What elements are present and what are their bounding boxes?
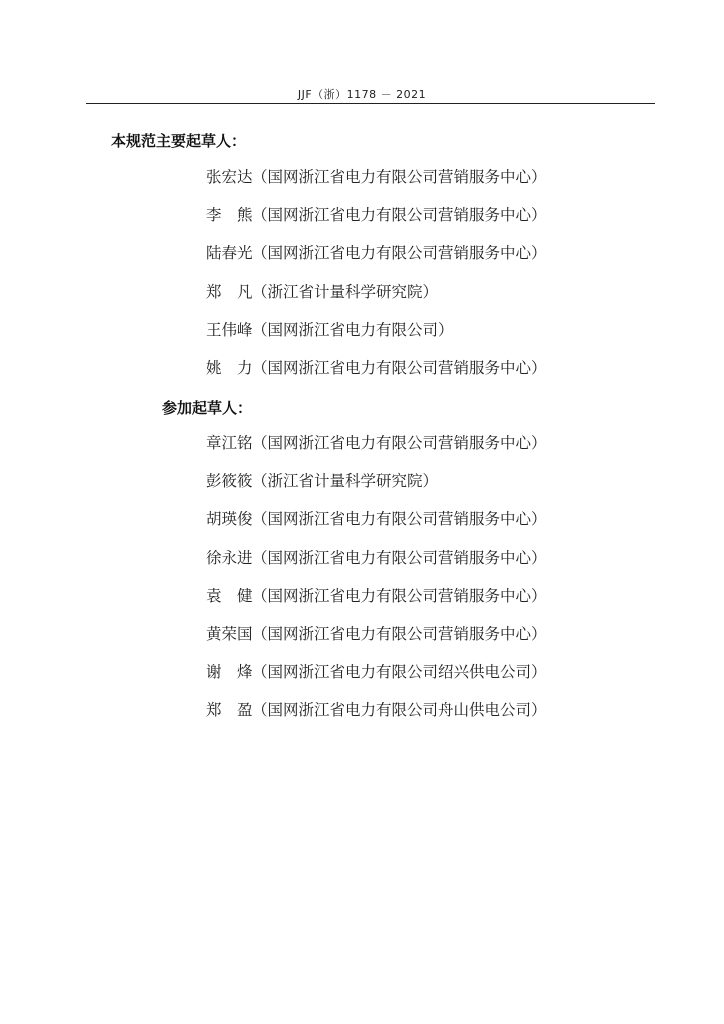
participant-name: 章江铭: [206, 434, 253, 452]
participant-entry: [206, 699, 676, 737]
drafter-name: 李 熊: [206, 206, 253, 225]
drafter-org: （国网浙江省电力有限公司营销服务中心）: [252, 206, 547, 225]
participant-org: （国网浙江省电力有限公司舟山供电公司）: [252, 701, 547, 720]
drafter-org: （国网浙江省电力有限公司营销服务中心）: [252, 168, 547, 186]
header-divider: [86, 103, 655, 104]
participant-entry: [206, 432, 676, 470]
drafter-entry: [206, 242, 676, 280]
drafter-name: 姚 力: [206, 358, 253, 377]
participant-entry: [206, 585, 676, 623]
document-header-code: JJF（浙）1178 － 2021: [297, 88, 427, 101]
participant-org: （国网浙江省电力有限公司营销服务中心）: [252, 624, 547, 643]
drafter-org: （国网浙江省电力有限公司营销服务中心）: [252, 358, 547, 377]
drafter-name: 陆春光: [206, 244, 253, 263]
participant-name: 谢 烽: [206, 663, 253, 682]
participant-name: 黄荣国: [206, 624, 253, 643]
drafter-entry: [206, 357, 676, 395]
drafter-org: （国网浙江省电力有限公司营销服务中心）: [252, 244, 547, 263]
participant-org: （国网浙江省电力有限公司营销服务中心）: [252, 510, 547, 529]
participant-org: （浙江省计量科学研究院）: [252, 472, 439, 491]
participant-name: 胡瑛俊: [206, 510, 253, 529]
drafter-name: 张宏达: [206, 168, 253, 186]
participant-org: （国网浙江省电力有限公司营销服务中心）: [252, 586, 547, 605]
participant-name: 袁 健: [206, 586, 253, 605]
drafter-name: 王伟峰: [206, 320, 253, 339]
drafter-org: （国网浙江省电力有限公司）: [252, 320, 454, 339]
participants-list: [206, 432, 676, 738]
participant-name: 彭筱筱: [206, 472, 253, 491]
participant-org: （国网浙江省电力有限公司营销服务中心）: [252, 434, 547, 452]
drafter-entry: [206, 166, 676, 204]
drafter-org: （浙江省计量科学研究院）: [252, 282, 439, 301]
participant-entry: [206, 470, 676, 508]
participants-title: 参加起草人：: [162, 399, 253, 417]
participant-entry: [206, 547, 676, 585]
main-drafters-title: 本规范主要起草人：: [111, 132, 247, 150]
participant-entry: [206, 508, 676, 546]
participant-entry: [206, 661, 676, 699]
participant-name: 郑 盈: [206, 701, 253, 720]
drafter-entry: [206, 281, 676, 319]
drafter-entry: [206, 319, 676, 357]
drafter-name: 郑 凡: [206, 282, 253, 301]
participant-entry: [206, 623, 676, 661]
participant-name: 徐永进: [206, 548, 253, 567]
main-drafters-list: [206, 166, 676, 395]
participant-org: （国网浙江省电力有限公司营销服务中心）: [252, 548, 547, 567]
drafter-entry: [206, 204, 676, 242]
participant-org: （国网浙江省电力有限公司绍兴供电公司）: [252, 663, 547, 682]
